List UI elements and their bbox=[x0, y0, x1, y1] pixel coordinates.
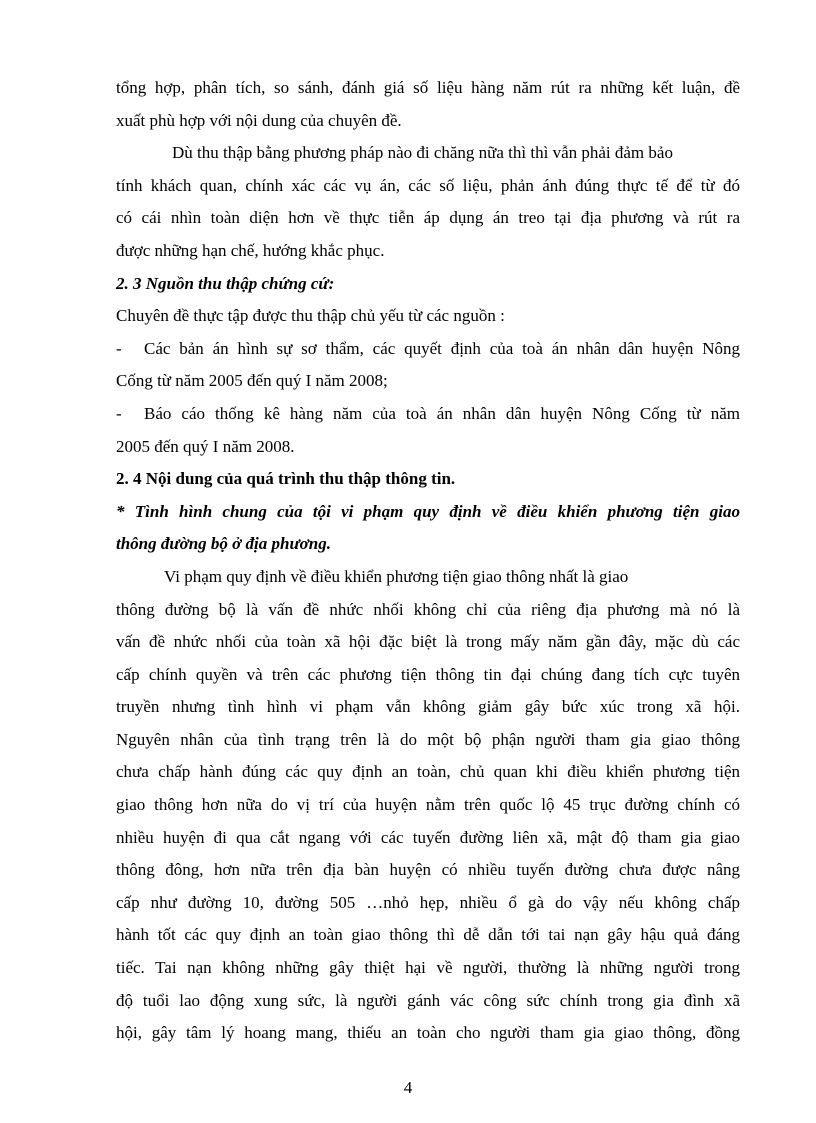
bullet-dash: - bbox=[116, 403, 122, 423]
subheading-line: * Tình hình chung của tội vi phạm quy định về điều khiển phương tiện giao bbox=[116, 501, 740, 521]
text-line: được những hạn chế, hướng khắc phục. bbox=[116, 240, 385, 260]
subheading bbox=[116, 496, 740, 561]
text-line: thông đông, hơn nữa trên địa bàn huyện có nhiều tuyến đường chưa được nâng bbox=[116, 860, 740, 880]
text-line: giao thông hơn nữa do vị trí của huyện nằm trên quốc lộ 45 trục đường chính có bbox=[116, 795, 740, 815]
text-line: xuất phù hợp với nội dung của chuyên đề. bbox=[116, 110, 402, 130]
subheading-line: thông đường bộ ở địa phương. bbox=[116, 534, 331, 554]
text-line: hành tốt các quy định an toàn giao thông thì dễ dẫn tới tai nạn gây hậu quả đáng bbox=[116, 925, 740, 945]
list-item-text-cont: Cống từ năm 2005 đến quý I năm 2008; bbox=[116, 371, 388, 391]
bullet-list bbox=[116, 333, 740, 463]
text-line: truyền nhưng tình hình vi phạm vẫn không giảm gây bức xúc trong xã hội. bbox=[116, 697, 740, 717]
page-number: 4 bbox=[403, 1078, 413, 1097]
text-line: tính khách quan, chính xác các vụ án, các số liệu, phản ánh đúng thực tế để từ đó bbox=[116, 175, 740, 195]
text-line: độ tuổi lao động xung sức, là người gánh vác công sức chính trong gia đình xã bbox=[116, 990, 740, 1010]
text-line: Dù thu thập bằng phương pháp nào đi chăng nữa thì thì vẫn phải đảm bảo bbox=[172, 143, 673, 163]
text-line: hội, gây tâm lý hoang mang, thiếu an toàn cho người tham gia giao thông, đồng bbox=[116, 1023, 740, 1043]
paragraph-2 bbox=[116, 137, 740, 267]
section-heading-2-3: 2. 3 Nguồn thu thập chứng cứ: bbox=[116, 273, 335, 293]
text-line: thông đường bộ là vấn đề nhức nhối không chỉ của riêng địa phương mà nó là bbox=[116, 599, 740, 619]
text-line: có cái nhìn toàn diện hơn về thực tiễn áp dụng án treo tại địa phương và rút ra bbox=[116, 208, 740, 228]
bullet-dash: - bbox=[116, 338, 122, 358]
text-line: cấp như đường 10, đường 505 …nhỏ hẹp, nhiều ổ gà do vậy nếu không chấp bbox=[116, 892, 740, 912]
text-line: tiếc. Tai nạn không những gây thiệt hại về người, thường là những người trong bbox=[116, 958, 740, 978]
text-line: vấn đề nhức nhối của toàn xã hội đặc biệt là trong mấy năm gần đây, mặc dù các bbox=[116, 632, 740, 652]
list-item-text: Báo cáo thống kê hàng năm của toà án nhân dân huyện Nông Cống từ năm bbox=[144, 403, 740, 423]
document-page bbox=[116, 72, 740, 1050]
paragraph-4 bbox=[116, 561, 740, 1050]
list-item bbox=[116, 398, 740, 463]
paragraph-3: Chuyên đề thực tập được thu thập chủ yếu từ các nguồn : bbox=[116, 306, 505, 326]
text-line: Nguyên nhân của tình trạng trên là do một bộ phận người tham gia giao thông bbox=[116, 729, 740, 749]
list-item-text: Các bản án hình sự sơ thẩm, các quyết định của toà án nhân dân huyện Nông bbox=[144, 338, 740, 358]
list-item bbox=[116, 333, 740, 398]
paragraph-1 bbox=[116, 72, 740, 137]
text-line: cấp chính quyền và trên các phương tiện thông tin đại chúng đang tích cực tuyên bbox=[116, 664, 740, 684]
text-line: Vi phạm quy định về điều khiển phương tiện giao thông nhất là giao bbox=[164, 566, 629, 586]
text-line: tổng hợp, phân tích, so sánh, đánh giá số liệu hàng năm rút ra những kết luận, đề bbox=[116, 78, 740, 97]
text-line: nhiều huyện đi qua cắt ngang với các tuyến đường liên xã, mật độ tham gia giao bbox=[116, 827, 740, 847]
list-item-text-cont: 2005 đến quý I năm 2008. bbox=[116, 436, 295, 456]
section-heading-2-4: 2. 4 Nội dung của quá trình thu thập thông tin. bbox=[116, 469, 456, 489]
text-line: chưa chấp hành đúng các quy định an toàn, chủ quan khi điều khiển phương tiện bbox=[116, 762, 740, 782]
